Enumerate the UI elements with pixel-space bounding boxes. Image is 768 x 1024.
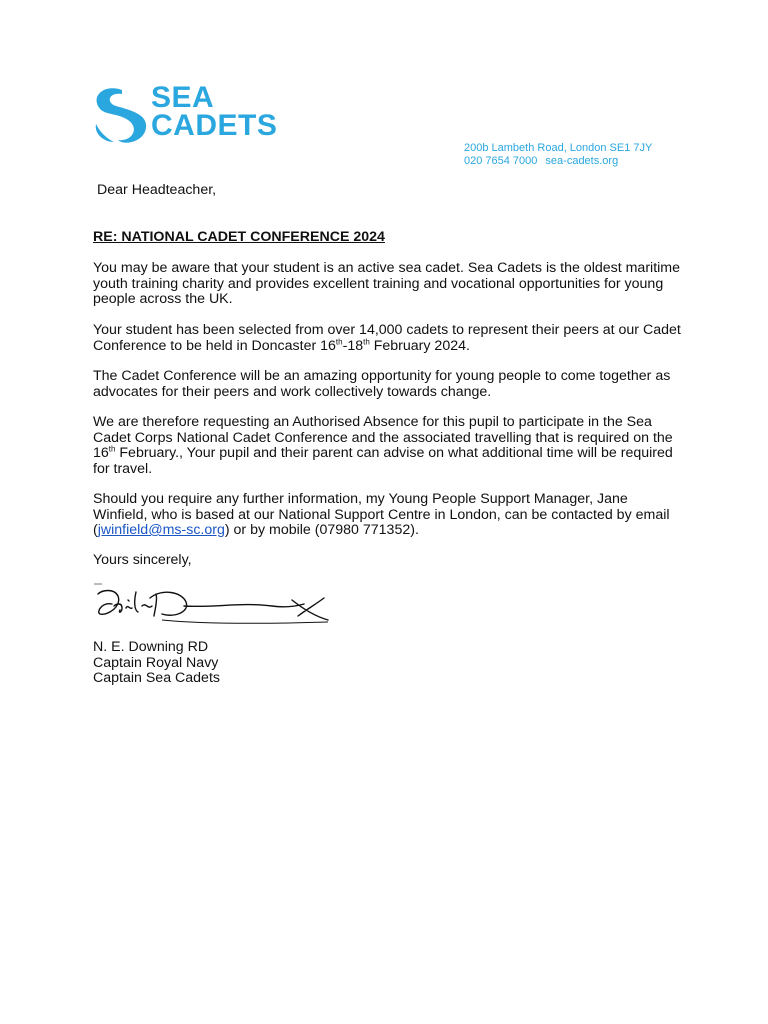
- paragraph-1: You may be aware that your student is an active sea cadet. Sea Cadets is the oldest maritime youth training charity and provides excellent training and vocational opportunities for young people across the UK.: [93, 260, 680, 307]
- paragraph-5-text-1: Should you require any further information, my Young People Support Manager, Jane Winfield, who is based at our National Support Centre in London, can be contacted by email (: [93, 491, 670, 538]
- logo-line2: CADETS: [151, 109, 278, 142]
- address-line: 200b Lambeth Road, London SE1 7JY: [464, 142, 653, 154]
- paragraph-3: The Cadet Conference will be an amazing opportunity for young people to come together as advocates for their peers and work collectively towards change.: [93, 368, 671, 400]
- ordinal-suffix: th: [363, 336, 370, 346]
- wave-logo-icon: [92, 84, 152, 146]
- website: sea-cadets.org: [545, 155, 619, 167]
- paragraph-4-text-2: February., Your pupil and their parent can advise on what additional time will be required for travel.: [93, 445, 673, 477]
- sea-cadets-logo: [92, 81, 292, 146]
- signer-block: [93, 640, 683, 687]
- subject-line: RE: NATIONAL CADET CONFERENCE 2024: [93, 229, 385, 245]
- closing: Yours sincerely,: [93, 552, 192, 568]
- paragraph-4-text-1: We are therefore requesting an Authorised Absence for this pupil to participate in the Sea Cadet Corps National Cadet Conference and the associated travelling that is required on the 16: [93, 414, 673, 461]
- signer-rank: Captain Royal Navy: [93, 654, 219, 671]
- logo-wordmark: [151, 81, 278, 142]
- paragraph-2-text-3: February 2024.: [369, 337, 470, 354]
- signer-name: N. E. Downing RD: [93, 639, 209, 655]
- paragraph-2-text-2: -18: [342, 337, 364, 354]
- paragraph-2-text-1: Your student has been selected from over 14,000 cadets to represent their peers at our Cadet Conference to be held in Doncaster 16: [93, 322, 681, 354]
- paragraph-5-text-2: ) or by mobile (07980 771352).: [224, 522, 419, 538]
- ordinal-suffix: th: [335, 336, 343, 346]
- email-link[interactable]: jwinfield@ms-sc.org: [97, 522, 225, 538]
- ordinal-suffix: th: [108, 444, 116, 454]
- logo-line1: SEA: [151, 81, 215, 114]
- paragraph-2: [93, 323, 683, 354]
- salutation: Dear Headteacher,: [97, 182, 217, 198]
- paragraph-4: [93, 415, 683, 477]
- paragraph-5: [93, 492, 683, 539]
- letterhead-address: [464, 142, 652, 168]
- signature-image: [92, 580, 332, 630]
- signer-role: Captain Sea Cadets: [93, 670, 220, 686]
- phone-number: 020 7654 7000: [464, 155, 538, 167]
- contact-line: [464, 155, 652, 168]
